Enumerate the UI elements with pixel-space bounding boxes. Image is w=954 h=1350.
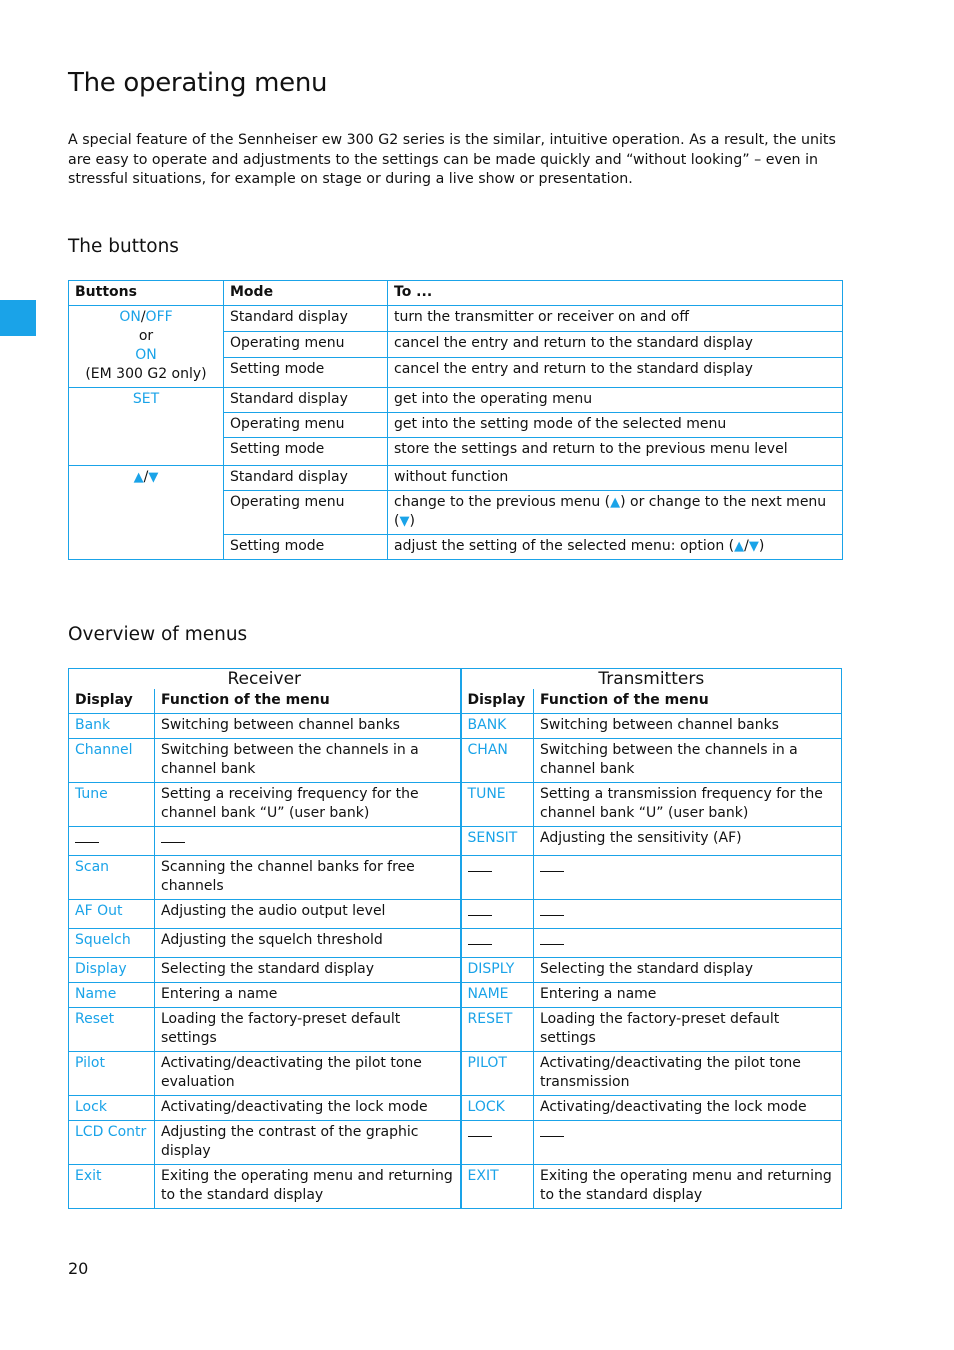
rx-function-cell-text: Selecting the standard display xyxy=(161,961,374,977)
mode-cell: Standard display xyxy=(224,466,388,491)
dash-placeholder xyxy=(468,871,492,872)
rx-display-cell-text: Lock xyxy=(75,1099,107,1115)
rx-function-cell-text: Adjusting the audio output level xyxy=(161,903,386,919)
arrow-buttons-cell xyxy=(69,466,224,560)
action-cell: store the settings and return to the previous menu level xyxy=(388,438,843,466)
rx-function-cell-text: Loading the factory-preset default settings xyxy=(161,1011,401,1046)
menus-column-header xyxy=(69,689,842,714)
rx-display-cell-text: LCD Contr xyxy=(75,1124,147,1140)
rx-display-cell xyxy=(69,983,155,1008)
rx-function-cell xyxy=(155,1096,461,1121)
tx-display-cell xyxy=(461,714,534,739)
dash-placeholder xyxy=(161,842,185,843)
action-cell: without function xyxy=(388,466,843,491)
tx-function-cell-text: Switching between channel banks xyxy=(540,717,779,733)
buttons-table-header xyxy=(69,281,843,306)
receiver-title: Receiver xyxy=(69,669,461,690)
rx-function-cell-text: Scanning the channel banks for free channels xyxy=(161,859,415,894)
rx-display-cell xyxy=(69,783,155,827)
action-text: adjust the setting of the selected menu: option ( xyxy=(394,538,735,554)
rx-function-cell-text: Exiting the operating menu and returning to the standard display xyxy=(161,1168,453,1203)
rx-display-cell xyxy=(69,856,155,900)
tx-display-header: Display xyxy=(461,689,534,714)
rx-function-cell xyxy=(155,1052,461,1096)
dash-placeholder xyxy=(468,944,492,945)
table-row xyxy=(69,388,843,413)
tx-display-cell xyxy=(461,1008,534,1052)
table-row xyxy=(69,856,842,900)
rx-function-cell xyxy=(155,900,461,929)
table-row xyxy=(69,827,842,856)
mode-cell: Standard display xyxy=(224,388,388,413)
dash-placeholder xyxy=(540,915,564,916)
up-arrow-icon: ▲ xyxy=(734,539,745,554)
rx-display-cell-text: Channel xyxy=(75,742,133,758)
rx-function-cell xyxy=(155,929,461,958)
menus-group-header xyxy=(69,669,842,690)
on-key-label-alt: ON xyxy=(135,347,157,363)
rx-display-header: Display xyxy=(69,689,155,714)
tx-function-cell xyxy=(534,1096,842,1121)
up-arrow-icon: ▲ xyxy=(610,495,621,510)
table-row xyxy=(69,983,842,1008)
rx-display-cell-text: Reset xyxy=(75,1011,115,1027)
transmitters-title: Transmitters xyxy=(461,669,842,690)
tx-function-cell xyxy=(534,929,842,958)
table-row xyxy=(69,929,842,958)
on-key-label: ON xyxy=(119,309,141,325)
table-row xyxy=(69,958,842,983)
dash-placeholder xyxy=(540,1136,564,1137)
table-row xyxy=(69,783,842,827)
action-cell: turn the transmitter or receiver on and off xyxy=(388,306,843,332)
rx-display-cell xyxy=(69,1096,155,1121)
rx-display-cell xyxy=(69,1121,155,1165)
action-text: / xyxy=(744,538,749,554)
menus-heading: Overview of menus xyxy=(68,624,248,645)
tx-function-cell xyxy=(534,983,842,1008)
header-to: To ... xyxy=(388,281,843,306)
tx-function-cell-text: Setting a transmission frequency for the channel bank “U” (user bank) xyxy=(540,786,823,821)
tx-display-cell-text: LOCK xyxy=(467,1099,505,1115)
action-cell: get into the operating menu xyxy=(388,388,843,413)
rx-display-cell xyxy=(69,900,155,929)
tx-display-cell xyxy=(461,900,534,929)
tx-display-cell xyxy=(461,739,534,783)
rx-display-cell xyxy=(69,1008,155,1052)
tx-function-header: Function of the menu xyxy=(534,689,842,714)
rx-function-cell-text: Entering a name xyxy=(161,986,278,1002)
mode-cell: Standard display xyxy=(224,306,388,332)
table-row xyxy=(69,739,842,783)
table-row xyxy=(69,466,843,491)
tx-display-cell xyxy=(461,983,534,1008)
table-row xyxy=(69,714,842,739)
tx-function-cell xyxy=(534,958,842,983)
tx-display-cell xyxy=(461,856,534,900)
rx-function-cell-text: Setting a receiving frequency for the channel bank “U” (user bank) xyxy=(161,786,419,821)
rx-display-cell xyxy=(69,714,155,739)
rx-function-cell-text: Switching between channel banks xyxy=(161,717,400,733)
down-arrow-icon: ▼ xyxy=(748,539,759,554)
tx-display-cell-text: EXIT xyxy=(467,1168,499,1184)
dash-placeholder xyxy=(468,1136,492,1137)
rx-function-cell xyxy=(155,827,461,856)
dash-placeholder xyxy=(540,871,564,872)
action-cell xyxy=(388,535,843,560)
buttons-heading: The buttons xyxy=(68,236,179,257)
rx-function-cell-text: Activating/deactivating the lock mode xyxy=(161,1099,428,1115)
page-title: The operating menu xyxy=(68,68,328,98)
action-text: ) or change to the next menu ( xyxy=(394,494,827,529)
mode-cell: Operating menu xyxy=(224,491,388,535)
tx-function-cell xyxy=(534,714,842,739)
tx-display-cell xyxy=(461,1052,534,1096)
tx-function-cell-text: Switching between the channels in a channel bank xyxy=(540,742,798,777)
mode-cell: Setting mode xyxy=(224,438,388,466)
tx-display-cell xyxy=(461,1165,534,1209)
mode-cell: Operating menu xyxy=(224,413,388,438)
tx-display-cell xyxy=(461,929,534,958)
action-text: ) xyxy=(758,538,765,554)
slash-separator: / xyxy=(140,309,146,325)
dash-placeholder xyxy=(75,842,99,843)
rx-function-cell-text: Adjusting the squelch threshold xyxy=(161,932,383,948)
header-mode: Mode xyxy=(224,281,388,306)
table-row xyxy=(69,306,843,332)
rx-display-cell xyxy=(69,1165,155,1209)
tx-display-cell-text: CHAN xyxy=(467,742,508,758)
tx-function-cell-text: Activating/deactivating the pilot tone transmission xyxy=(540,1055,801,1090)
rx-display-cell xyxy=(69,958,155,983)
tx-function-cell xyxy=(534,739,842,783)
rx-function-cell-text: Adjusting the contrast of the graphic display xyxy=(161,1124,419,1159)
rx-function-cell-text: Switching between the channels in a channel bank xyxy=(161,742,419,777)
tx-display-cell-text: TUNE xyxy=(467,786,506,802)
tx-function-cell xyxy=(534,1008,842,1052)
rx-display-cell-text: Tune xyxy=(75,786,108,802)
table-row xyxy=(69,1052,842,1096)
rx-function-cell xyxy=(155,1165,461,1209)
rx-display-cell-text: Squelch xyxy=(75,932,131,948)
tx-display-cell-text: BANK xyxy=(467,717,507,733)
action-cell: cancel the entry and return to the standard display xyxy=(388,358,843,388)
onoff-button-cell xyxy=(69,306,224,388)
table-row xyxy=(69,1008,842,1052)
table-row xyxy=(69,1165,842,1209)
action-text: change to the previous menu ( xyxy=(394,494,611,510)
rx-function-cell xyxy=(155,714,461,739)
slash-separator: / xyxy=(143,469,149,485)
header-buttons: Buttons xyxy=(69,281,224,306)
rx-function-cell xyxy=(155,1121,461,1165)
rx-display-cell-text: Display xyxy=(75,961,127,977)
rx-function-cell xyxy=(155,856,461,900)
buttons-table xyxy=(68,280,843,560)
intro-paragraph: A special feature of the Sennheiser ew 300 G2 series is the similar, intuitive operation. As a result, the units are easy to operate and adjustments to the settings can be made quickly and “without looking” – even in stressful situations, for example on stage or during a live show or presentation. xyxy=(68,132,836,187)
dash-placeholder xyxy=(540,944,564,945)
tx-function-cell xyxy=(534,783,842,827)
rx-display-cell xyxy=(69,929,155,958)
tx-display-cell-text: PILOT xyxy=(467,1055,507,1071)
tx-display-cell xyxy=(461,1121,534,1165)
down-arrow-icon: ▼ xyxy=(148,470,159,485)
tx-function-cell-text: Activating/deactivating the lock mode xyxy=(540,1099,807,1115)
rx-display-cell-text: Name xyxy=(75,986,117,1002)
rx-display-cell xyxy=(69,827,155,856)
tx-function-cell-text: Loading the factory-preset default settings xyxy=(540,1011,780,1046)
table-row xyxy=(69,900,842,929)
rx-function-header: Function of the menu xyxy=(155,689,461,714)
rx-display-cell-text: Scan xyxy=(75,859,110,875)
table-row xyxy=(69,1096,842,1121)
set-key-label: SET xyxy=(132,391,160,407)
tx-display-cell-text: SENSIT xyxy=(467,830,518,846)
tx-display-cell xyxy=(461,958,534,983)
chapter-tab-marker xyxy=(0,300,36,336)
table-row xyxy=(69,1121,842,1165)
off-key-label: OFF xyxy=(145,309,173,325)
rx-function-cell xyxy=(155,983,461,1008)
mode-cell: Setting mode xyxy=(224,535,388,560)
menus-overview-table xyxy=(68,668,842,1209)
tx-function-cell xyxy=(534,900,842,929)
tx-display-cell xyxy=(461,827,534,856)
rx-display-cell xyxy=(69,739,155,783)
mode-cell: Setting mode xyxy=(224,358,388,388)
rx-display-cell-text: Exit xyxy=(75,1168,102,1184)
action-text: ) xyxy=(409,513,415,529)
tx-function-cell-text: Selecting the standard display xyxy=(540,961,753,977)
tx-display-cell xyxy=(461,1096,534,1121)
set-button-cell xyxy=(69,388,224,466)
tx-function-cell xyxy=(534,856,842,900)
rx-display-cell-text: Pilot xyxy=(75,1055,105,1071)
tx-function-cell-text: Entering a name xyxy=(540,986,657,1002)
rx-display-cell xyxy=(69,1052,155,1096)
tx-function-cell-text: Exiting the operating menu and returning to the standard display xyxy=(540,1168,832,1203)
rx-function-cell xyxy=(155,1008,461,1052)
or-text: or xyxy=(138,328,154,344)
rx-display-cell-text: Bank xyxy=(75,717,111,733)
action-cell xyxy=(388,491,843,535)
dash-placeholder xyxy=(468,915,492,916)
tx-display-cell-text: DISPLY xyxy=(467,961,515,977)
tx-display-cell-text: RESET xyxy=(467,1011,513,1027)
up-arrow-icon: ▲ xyxy=(133,470,144,485)
rx-function-cell xyxy=(155,958,461,983)
action-cell: cancel the entry and return to the standard display xyxy=(388,332,843,358)
down-arrow-icon: ▼ xyxy=(399,514,410,529)
em-only-note: (EM 300 G2 only) xyxy=(85,366,207,382)
rx-function-cell xyxy=(155,739,461,783)
rx-function-cell-text: Activating/deactivating the pilot tone evaluation xyxy=(161,1055,422,1090)
action-cell: get into the setting mode of the selected menu xyxy=(388,413,843,438)
rx-display-cell-text: AF Out xyxy=(75,903,123,919)
tx-function-cell-text: Adjusting the sensitivity (AF) xyxy=(540,830,742,846)
page-number: 20 xyxy=(68,1259,89,1278)
tx-function-cell xyxy=(534,1052,842,1096)
tx-display-cell-text: NAME xyxy=(467,986,509,1002)
tx-function-cell xyxy=(534,1121,842,1165)
tx-function-cell xyxy=(534,1165,842,1209)
rx-function-cell xyxy=(155,783,461,827)
mode-cell: Operating menu xyxy=(224,332,388,358)
tx-display-cell xyxy=(461,783,534,827)
tx-function-cell xyxy=(534,827,842,856)
